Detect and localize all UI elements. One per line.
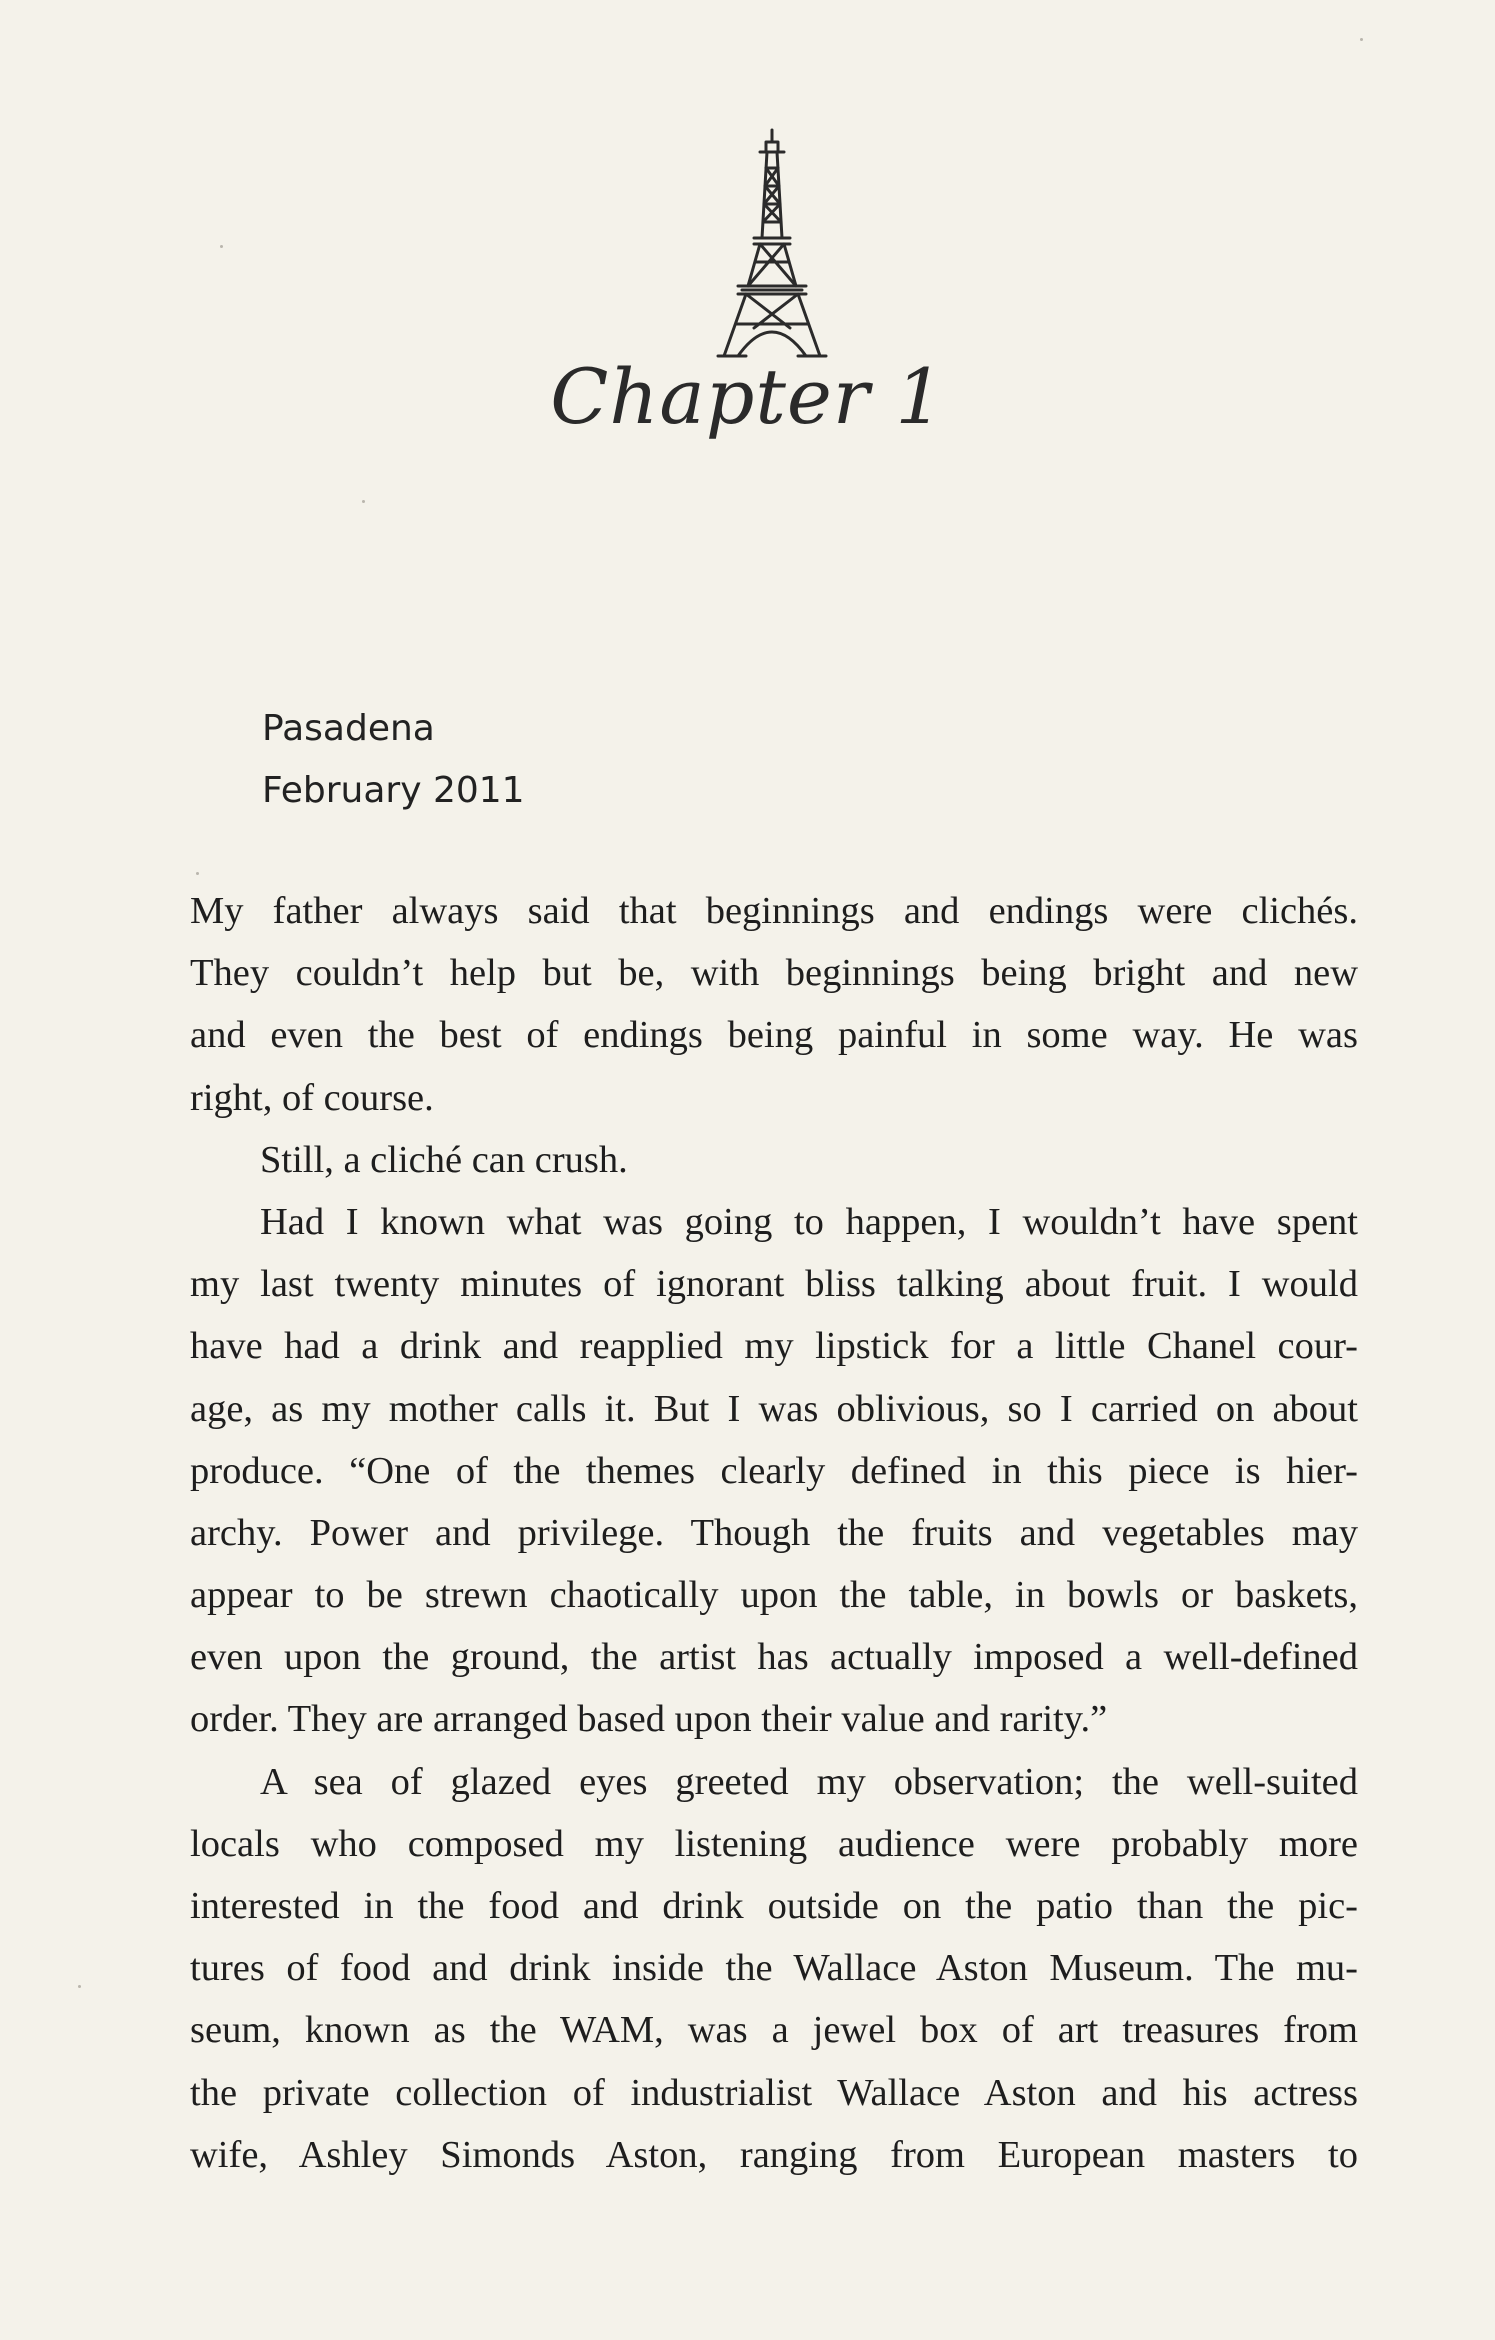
paragraph-line: A sea of glazed eyes greeted my observation; the well-suited [260,1760,1358,1803]
paragraph-line: wife, Ashley Simonds Aston, ranging from European masters to [190,2133,1358,2176]
paragraph-line: They couldn’t help but be, with beginnings being bright and new [190,952,1358,995]
paragraph-line: Had I known what was going to happen, I wouldn’t have spent [260,1200,1358,1243]
paragraph-line: appear to be strewn chaotically upon the table, in bowls or baskets, [190,1574,1358,1617]
paragraph-line: interested in the food and drink outside on the patio than the pic- [190,1885,1358,1927]
paragraph-line: even upon the ground, the artist has actually imposed a well-defined [190,1636,1358,1679]
paragraph-line: have had a drink and reapplied my lipstick for a little Chanel cour- [190,1325,1358,1368]
paragraph-line: order. They are arranged based upon their value and rarity.” [190,1698,1108,1741]
eiffel-tower-icon [710,128,834,360]
paragraph-line: age, as my mother calls it. But I was oblivious, so I carried on about [190,1387,1358,1430]
paragraph-line: my last twenty minutes of ignorant bliss talking about fruit. I would [190,1263,1358,1306]
paragraph-line: My father always said that beginnings and endings were clichés. [190,890,1358,932]
paragraph-line: tures of food and drink inside the Wallace Aston Museum. The mu- [190,1947,1358,1990]
paper-speck [78,1985,81,1988]
paper-speck [196,872,199,875]
paper-speck [362,500,365,503]
paragraph-line: and even the best of endings being painful in some way. He was [190,1014,1358,1057]
paragraph-line: archy. Power and privilege. Though the fruits and vegetables may [190,1511,1358,1554]
chapter-body [190,880,1358,2186]
paragraph-line: seum, known as the WAM, was a jewel box of art treasures from [190,2009,1358,2052]
paragraph-line: the private collection of industrialist Wallace Aston and his actress [190,2071,1358,2114]
dateline-date: February 2011 [262,770,525,811]
paragraph-line: produce. “One of the themes clearly defined in this piece is hier- [190,1449,1358,1492]
paper-speck [1360,38,1363,41]
paragraph-line: Still, a cliché can crush. [260,1138,628,1181]
dateline-place: Pasadena [262,708,435,749]
paragraph-line: right, of course. [190,1076,434,1119]
chapter-title: Chapter 1 [550,352,945,441]
dateline [262,698,525,822]
paper-speck [220,245,223,248]
paragraph-line: locals who composed my listening audience were probably more [190,1822,1358,1865]
